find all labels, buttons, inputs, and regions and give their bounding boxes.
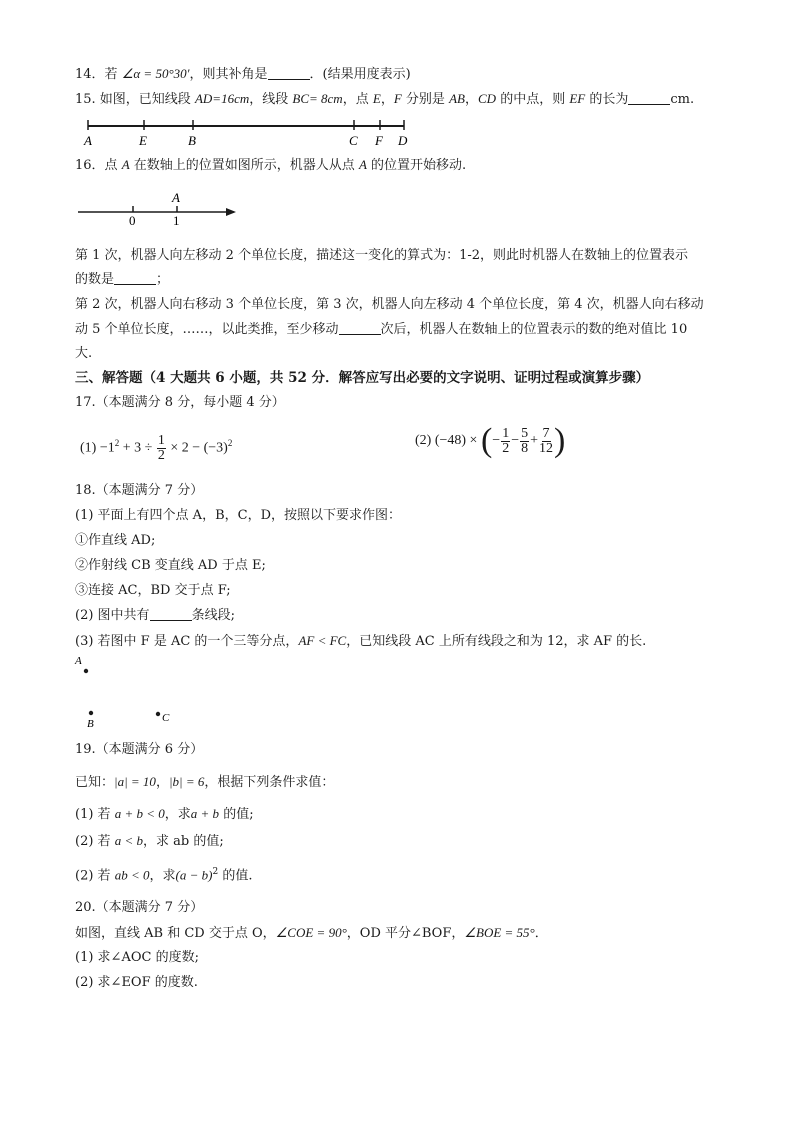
label-f: F [375,133,383,148]
point-c-label: C [162,712,170,724]
question-18-head: 18.（本题满分 7 分） [75,483,204,498]
q17-part1: $(1) -1^2 + 3$ ÷ $\frac{1}{2}$ × $2 - (-3)^2$ [80,432,233,463]
section-heading: 三、解答题（4 大题共 6 小题，共 52 分．解答应写出必要的文字说明、证明过程或演算步骤） [75,370,650,386]
fraction: $\frac{1}{2}$ [502,425,510,456]
q18-part1: (1) 平面上有四个点 A，B，C，D，按照以下要求作图： [75,508,401,523]
q16-step1-line1: 第 1 次，机器人向左移动 2 个单位长度，描述这一变化的算式为：1-2，则此时机器人在数轴上的位置表示 [75,248,689,263]
number-line-figure [76,185,246,230]
q18-step1: ①作直线 AD; [75,533,156,548]
q16-step1-line2: 的数是 ； [75,272,170,287]
q16-step2-line3: 大. [75,346,93,361]
answer-blank [339,322,381,335]
answer-blank [628,92,670,105]
tick-0: 0 [129,213,136,228]
q18-part3: (3) 若图中 F 是 AC 的一个三等分点，AF < FC，已知线段 AC 上所有线段之和为 12，求 AF 的长. [75,633,647,649]
answer-blank [268,67,310,80]
fraction: $\frac{5}{8}$ [521,425,529,456]
q19-given: 已知：|a| = 10，|b| = 6，根据下列条件求值： [75,774,335,790]
label-a: A [84,133,92,148]
point-c [156,712,160,716]
question-15: 15. 如图，已知线段 AD=16cm，线段 BC= 8cm，点 E，F 分别是 AB，CD 的中点，则 EF 的长为 cm. [75,91,695,107]
q18-part2: (2) 图中共有 条线段; [75,608,235,623]
answer-blank [114,272,156,285]
question-17-head: 17.（本题满分 8 分，每小题 4 分） [75,395,285,410]
q18-step3: ③连接 AC，BD 交于点 F; [75,583,231,598]
angle-alpha: ∠α = 50°30′ [121,66,190,81]
fraction: $\frac{1}{2}$ [157,432,165,463]
q16-step2-line2: 动 5 个单位长度，……，以此类推，至少移动 次后，机器人在数轴上的位置表示的数的绝对值比 10 [75,322,688,337]
label-c: C [349,133,358,148]
q20-part1: (1) 求∠AOC 的度数; [75,950,199,965]
question-16: 16．点 A 在数轴上的位置如图所示，机器人从点 A 的位置开始移动. [75,157,467,173]
point-b [89,711,93,715]
point-a-label: A [172,190,180,205]
q19-part1: (1) 若 a + b < 0，求a + b 的值; [75,806,254,822]
label-e: E [139,133,147,148]
label-d: D [398,133,408,148]
q20-statement: 如图，直线 AB 和 CD 交于点 O，∠COE = 90°，OD 平分∠BOF，∠BOE = 55°． [75,925,548,941]
q17-part2: (2) (−48) × (− $\frac{1}{2}$ − $\frac{5}{8}$ + $\frac{7}{12}$ ) [415,422,566,459]
answer-blank [150,608,192,621]
fraction: $\frac{7}{12}$ [539,425,553,456]
q20-part2: (2) 求∠EOF 的度数. [75,975,198,990]
question-20-head: 20.（本题满分 7 分） [75,900,204,915]
label-b: B [188,133,196,148]
q18-step2: ②作射线 CB 变直线 AD 于点 E; [75,558,266,573]
q19-part2: (2) 若 a < b，求 ab 的值; [75,833,224,849]
q16-step2-line1: 第 2 次，机器人向右移动 3 个单位长度，第 3 次，机器人向左移动 4 个单位长度，第 4 次，机器人向右移动 [75,297,704,312]
question-19-head: 19.（本题满分 6 分） [75,742,204,757]
q19-part3: (2) 若 ab < 0，求$(a - b)^2$ 的值. [75,867,253,884]
points-figure [72,652,192,732]
point-b-label: B [87,718,94,730]
question-14: 14．若 ∠α = 50°30′，则其补角是 ．(结果用度表示) [75,66,411,82]
segment-figure [78,112,418,152]
point-a-label: A [75,655,82,667]
tick-1: 1 [173,213,180,228]
point-a [84,669,88,673]
